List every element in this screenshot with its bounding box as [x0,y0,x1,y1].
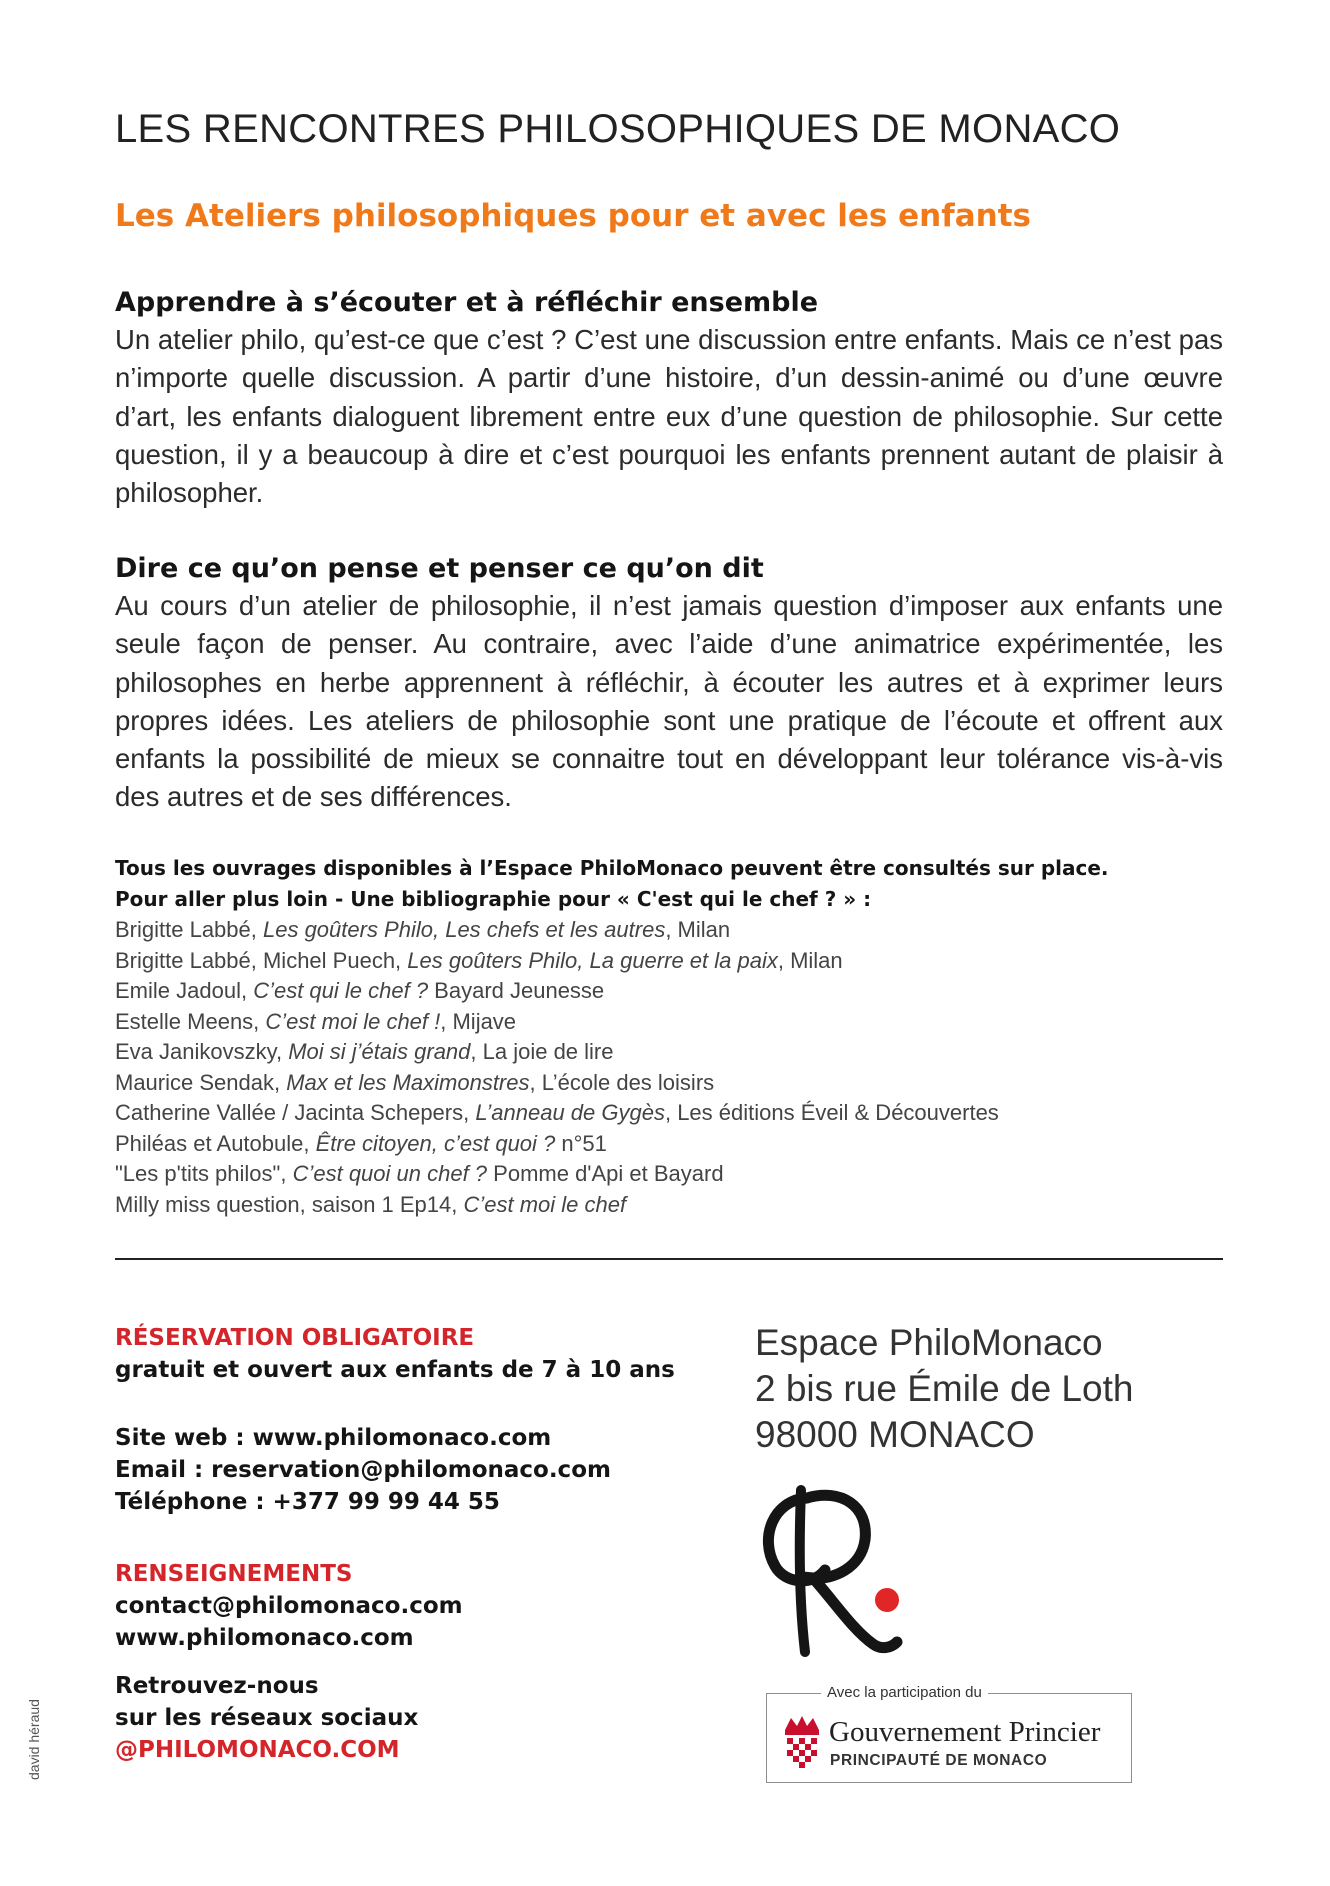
info-email-link[interactable]: contact@philomonaco.com [115,1593,463,1619]
book-publisher: , La joie de lire [470,1039,614,1064]
book-publisher: , Les éditions Éveil & Découvertes [664,1100,999,1125]
social-text: Retrouvez-nous [115,1673,319,1699]
divider [115,1258,1223,1260]
book-author: Estelle Meens, [115,1008,266,1034]
social-text: sur les réseaux sociaux [115,1705,419,1731]
bibliography-item [115,1068,1223,1099]
photo-credit: david héraud [26,1699,42,1780]
partner-badge [766,1684,1132,1783]
book-author: Brigitte Labbé, [115,917,263,942]
book-title: Max et les Maximonstres [286,1069,530,1095]
monaco-crown-icon [781,1714,823,1770]
partner-name: Gouvernement Princier [829,1716,1101,1748]
contact-block [115,1322,675,1766]
bibliography-item [115,1190,1223,1221]
book-publisher: , Mijave [440,1008,517,1034]
section-heading: Apprendre à s’écouter et à réfléchir ensemble [115,287,819,318]
book-author: Emile Jadoul, [115,978,254,1003]
section-body: Un atelier philo, qu’est-ce que c’est ? C’est une discussion entre enfants. Mais ce n’est pas n’importe quelle discussion. A partir d’une histoire, d’un dessin-animé ou d’une œuvre d’art, les enfants dialoguent librement entre eux d’une question de philosophie. Sur cette question, il y a beaucoup à dire et c’est pourquoi les enfants prennent autant de plaisir à philosopher. [115,324,1223,509]
book-publisher: Bayard Jeunesse [428,978,605,1003]
partner-label: Avec la participation du [821,1684,988,1701]
info-website-link[interactable]: www.philomonaco.com [115,1625,414,1651]
bibliography-item [115,1129,1223,1160]
address-line: Espace PhiloMonaco [755,1322,1103,1363]
reservation-detail: gratuit et ouvert aux enfants de 7 à 10 ans [115,1357,675,1383]
reservation-label: RÉSERVATION OBLIGATOIRE [115,1325,475,1351]
book-title: C’est qui le chef ? [253,978,429,1003]
book-title: Moi si j’étais grand [288,1039,471,1064]
book-title: Les goûters Philo, Les chefs et les autres [262,917,666,942]
book-author: "Les p'tits philos", [115,1161,293,1186]
phone-link[interactable]: Téléphone : +377 99 99 44 55 [115,1489,500,1515]
bibliography [115,853,1223,1220]
bibliography-item [115,946,1223,977]
section-listen [115,284,1223,512]
book-publisher: , Milan [777,947,843,973]
partner-subtitle: PRINCIPAUTÉ DE MONACO [830,1752,1048,1769]
section-think [115,550,1223,817]
book-publisher: n°51 [555,1130,607,1156]
bibliography-note: Tous les ouvrages disponibles à l’Espace PhiloMonaco peuvent être consultés sur place. [115,856,1109,880]
address-line: 2 bis rue Émile de Loth [755,1368,1134,1409]
bibliography-list [115,915,1223,1220]
book-title: L’anneau de Gygès [475,1100,665,1125]
book-title: C’est quoi un chef ? [292,1161,488,1186]
bibliography-intro: Pour aller plus loin - Une bibliographie pour « C'est qui le chef ? » : [115,887,872,911]
page-title: LES RENCONTRES PHILOSOPHIQUES DE MONACO [115,107,1121,151]
book-author: Maurice Sendak, [115,1069,287,1095]
book-title: C’est moi le chef ! [265,1008,441,1034]
address-line: 98000 MONACO [755,1414,1035,1455]
book-title: Être citoyen, c’est quoi ? [315,1130,556,1156]
bibliography-item [115,976,1223,1007]
website-link[interactable]: Site web : www.philomonaco.com [115,1425,552,1451]
bibliography-item [115,1007,1223,1038]
book-author: Catherine Vallée / Jacinta Schepers, [115,1100,476,1125]
venue-address [755,1320,1133,1458]
bibliography-item [115,1037,1223,1068]
page-subtitle: Les Ateliers philosophiques pour et avec les enfants [115,198,1031,234]
book-publisher: , L’école des loisirs [529,1069,715,1095]
email-link[interactable]: Email : reservation@philomonaco.com [115,1457,611,1483]
info-label: RENSEIGNEMENTS [115,1561,353,1587]
social-handle-link[interactable]: @PHILOMONACO.COM [115,1737,400,1763]
bibliography-item [115,1159,1223,1190]
book-publisher: Pomme d'Api et Bayard [487,1161,724,1186]
book-title: C’est moi le chef [463,1191,627,1217]
book-publisher: , Milan [665,917,731,942]
book-author: Philéas et Autobule, [115,1130,316,1156]
book-author: Milly miss question, saison 1 Ep14, [115,1191,464,1217]
bibliography-item [115,1098,1223,1129]
book-title: Les goûters Philo, La guerre et la paix [407,947,778,973]
section-body: Au cours d’un atelier de philosophie, il n’est jamais question d’imposer aux enfants une seule façon de penser. Au contraire, avec l’aide d’une animatrice expérimentée, les philosophes en herbe apprennent à réfléchir, à écouter les autres et à exprimer leurs propres idées. Les ateliers de philosophie sont une pratique de l’écoute et offrent aux enfants la possibilité de mieux se connaitre tout en développant leur tolérance vis-à-vis des autres et de ses différences. [115,590,1223,813]
book-author: Brigitte Labbé, Michel Puech, [115,947,408,973]
section-heading: Dire ce qu’on pense et penser ce qu’on dit [115,553,764,584]
philomonaco-logo [755,1480,925,1660]
book-author: Eva Janikovszky, [115,1039,289,1064]
bibliography-item [115,915,1223,946]
